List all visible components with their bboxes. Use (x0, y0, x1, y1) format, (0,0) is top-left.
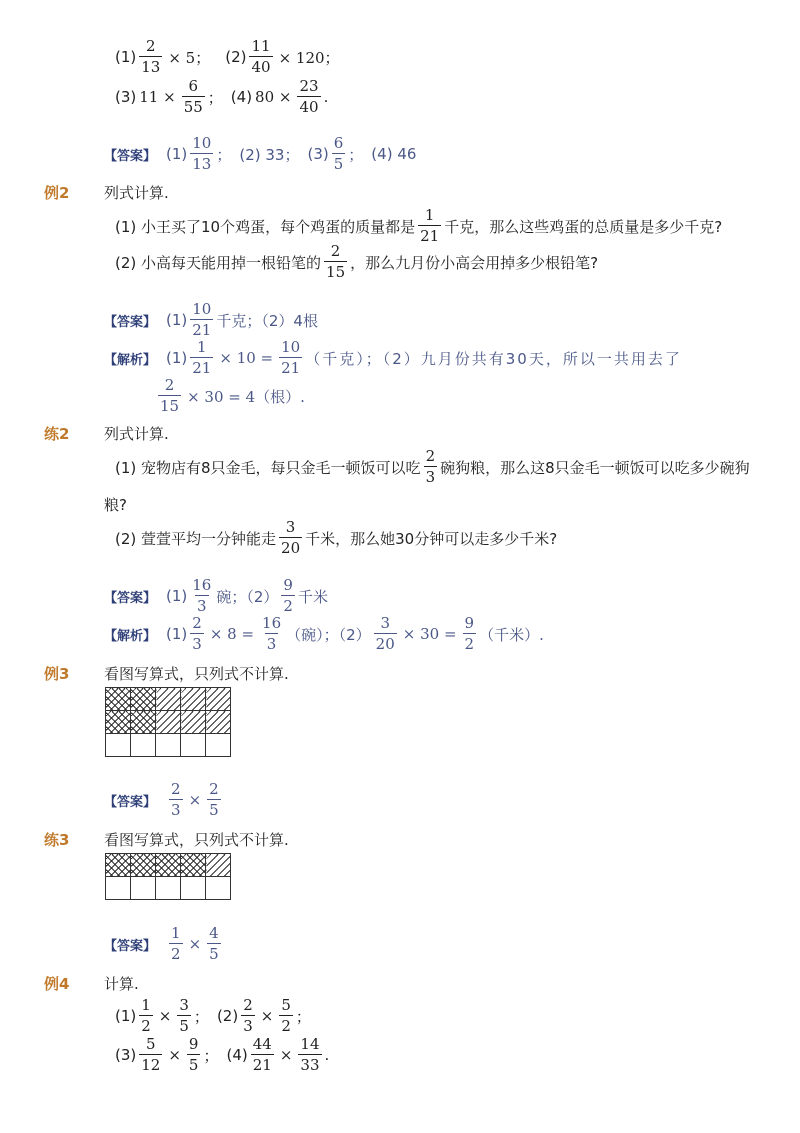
fraction (187, 1036, 201, 1075)
denominator: 21 (192, 321, 212, 340)
period: . (323, 88, 329, 107)
expression: × 120； (278, 48, 340, 67)
numerator: 9 (188, 1035, 199, 1053)
answer-label: 【答案】 (104, 148, 157, 164)
numerator: 11 (251, 37, 271, 55)
numerator: 4 (209, 924, 219, 942)
fraction-grid-figure (105, 853, 231, 900)
fraction (139, 1036, 162, 1075)
practice-title: 练3 (44, 831, 70, 849)
denominator: 21 (252, 1056, 272, 1075)
denominator: 21 (281, 359, 301, 378)
answer-row (104, 925, 224, 964)
item-label: (4) (226, 1046, 248, 1065)
numerator: 3 (179, 996, 189, 1014)
denominator: 21 (192, 359, 212, 378)
item-label: (3) (307, 145, 329, 164)
denominator: 2 (464, 635, 475, 654)
question-1-cont: 粮? (104, 496, 127, 514)
separator: ； (193, 1007, 209, 1026)
numerator: 23 (299, 77, 319, 95)
fraction (297, 78, 320, 117)
denominator: 5 (333, 155, 344, 174)
expression: × 5； (168, 48, 211, 67)
numerator: 10 (192, 134, 212, 152)
denominator: 3 (197, 597, 207, 616)
fraction (260, 615, 283, 654)
fraction (249, 38, 272, 77)
answer-text: (2) 33； (239, 145, 300, 164)
expression: 11 × (139, 88, 176, 107)
numerator: 9 (283, 576, 293, 594)
denominator: 5 (209, 801, 219, 820)
denominator: 3 (243, 1017, 253, 1036)
item-label: (1) (166, 625, 188, 644)
numerator: 1 (197, 338, 207, 356)
separator: ； (203, 1046, 219, 1065)
numerator: 2 (171, 780, 181, 798)
expression: 80 × (255, 88, 292, 107)
example-title: 例3 (44, 665, 70, 683)
fraction (332, 135, 346, 174)
example-title: 例4 (44, 975, 70, 993)
operator: × (188, 791, 202, 810)
operator: × (260, 1007, 274, 1026)
analysis-label: 【解析】 (104, 352, 157, 368)
fraction (298, 1036, 321, 1075)
example-prompt: 看图写算式，只列式不计算. (104, 665, 289, 683)
problem-row-2 (115, 78, 328, 117)
numerator: 16 (192, 576, 212, 594)
question-2 (115, 243, 598, 282)
numerator: 14 (300, 1035, 320, 1053)
numerator: 1 (171, 924, 181, 942)
numerator: 5 (146, 1035, 156, 1053)
denominator: 3 (425, 468, 436, 487)
denominator: 40 (299, 98, 319, 117)
fraction (279, 339, 302, 378)
denominator: 55 (183, 98, 203, 117)
denominator: 2 (141, 1017, 151, 1036)
numerator: 5 (281, 996, 291, 1014)
denominator: 20 (281, 539, 301, 558)
answer-label: 【答案】 (104, 938, 157, 954)
question-1 (115, 448, 750, 487)
fraction (169, 781, 183, 820)
item-label: (2) (216, 1007, 239, 1026)
question-text: 千米，那么她30分钟可以走多少千米? (305, 529, 558, 548)
operator: × (168, 1046, 181, 1065)
answer-text: 千米 (297, 587, 328, 606)
fraction (190, 615, 204, 654)
numerator: 2 (425, 447, 436, 465)
fraction (281, 577, 295, 616)
numerator: 44 (252, 1035, 272, 1053)
denominator: 2 (171, 945, 181, 964)
fraction (169, 925, 183, 964)
operator: × (158, 1007, 172, 1026)
fraction (139, 38, 162, 77)
fraction (190, 339, 213, 378)
fraction (177, 997, 191, 1036)
numerator: 3 (380, 614, 390, 632)
denominator: 3 (192, 635, 202, 654)
separator: ； (216, 145, 232, 164)
answer-row (104, 301, 318, 340)
fraction (207, 781, 221, 820)
fraction (279, 519, 302, 558)
denominator: 21 (420, 227, 440, 246)
example-prompt: 列式计算. (104, 184, 169, 202)
item-label: (1) (115, 48, 137, 67)
denominator: 3 (171, 801, 181, 820)
numerator: 6 (333, 134, 344, 152)
answer-label: 【答案】 (104, 794, 157, 810)
item-label: (1) (166, 349, 188, 368)
separator: ； (295, 1007, 311, 1026)
fraction (324, 243, 347, 282)
fraction (418, 207, 441, 246)
denominator: 3 (266, 635, 277, 654)
operator: × (188, 935, 202, 954)
denominator: 5 (188, 1056, 199, 1075)
question-text: ，那么九月份小高会用掉多少根铅笔? (350, 253, 599, 272)
numerator: 2 (330, 242, 341, 260)
numerator: 1 (424, 206, 435, 224)
fraction (207, 925, 221, 964)
practice-prompt: 列式计算. (104, 425, 169, 443)
fraction-grid-figure (105, 687, 231, 757)
fraction (190, 135, 213, 174)
item-label: (1) (166, 311, 188, 330)
expression: × 8 = (209, 625, 255, 644)
analysis-text: （千克）；（2）九月份共有30天，所以一共用去了 (305, 349, 682, 368)
denominator: 12 (141, 1056, 161, 1075)
question-text: (2) 小高每天能用掉一根铅笔的 (115, 253, 322, 272)
fraction (182, 78, 205, 117)
fraction (251, 1036, 274, 1075)
fraction (374, 615, 397, 654)
question-text: (1) 小王买了10个鸡蛋，每个鸡蛋的质量都是 (115, 217, 416, 236)
problem-row-1 (115, 997, 311, 1036)
expression: × 10 = (219, 349, 274, 368)
item-label: (3) (115, 88, 137, 107)
problem-row-2 (115, 1036, 329, 1075)
question-2 (115, 519, 557, 558)
separator: . (324, 1046, 330, 1065)
answer-text: 千克；（2）4根 (216, 311, 318, 330)
denominator: 5 (209, 945, 219, 964)
numerator: 3 (285, 518, 296, 536)
practice-prompt: 看图写算式，只列式不计算. (104, 831, 289, 849)
numerator: 10 (192, 300, 212, 318)
item-label: (3) (115, 1046, 137, 1065)
numerator: 16 (262, 614, 282, 632)
numerator: 2 (243, 996, 253, 1014)
answer-row (104, 781, 224, 820)
practice-title: 练2 (44, 425, 70, 443)
question-text: 碗狗粮，那么这8只金毛一顿饭可以吃多少碗狗 (440, 458, 750, 477)
denominator: 15 (160, 397, 180, 416)
analysis-text: （千米）. (479, 625, 544, 644)
numerator: 2 (146, 37, 156, 55)
item-label: (1) (115, 1007, 137, 1026)
item-label: (1) (166, 587, 188, 606)
numerator: 2 (192, 614, 202, 632)
item-label: (4) (230, 88, 253, 107)
operator: × (279, 1046, 293, 1065)
denominator: 2 (283, 597, 293, 616)
expression: × 30 = (402, 625, 457, 644)
fraction (158, 377, 181, 416)
numerator: 2 (209, 780, 219, 798)
separator: ； (207, 88, 223, 107)
denominator: 5 (179, 1017, 189, 1036)
fraction (190, 301, 213, 340)
denominator: 40 (251, 58, 271, 77)
item-label: (1) (166, 145, 188, 164)
example-title: 例2 (44, 184, 70, 202)
answer-text: 碗；（2） (216, 587, 279, 606)
answer-row (104, 135, 416, 174)
analysis-row (104, 615, 544, 654)
analysis-row (104, 339, 682, 378)
question-1 (115, 207, 722, 246)
analysis-text: （碗）；（2） (286, 625, 371, 644)
denominator: 2 (281, 1017, 291, 1036)
numerator: 1 (141, 996, 151, 1014)
fraction (190, 577, 213, 616)
question-text: (1) 宠物店有8只金毛，每只金毛一顿饭可以吃 (115, 458, 421, 477)
denominator: 33 (300, 1056, 320, 1075)
item-label: (2) (225, 48, 247, 67)
example-prompt: 计算. (104, 975, 139, 993)
problem-row-1 (115, 38, 343, 77)
answer-label: 【答案】 (104, 314, 157, 330)
answer-text: (4) 46 (371, 145, 417, 164)
separator: ； (348, 145, 364, 164)
answer-row (104, 577, 328, 616)
denominator: 13 (192, 155, 212, 174)
fraction (463, 615, 477, 654)
question-text: (2) 萱萱平均一分钟能走 (115, 529, 277, 548)
analysis-row-cont (155, 377, 308, 416)
fraction (424, 448, 438, 487)
question-text: 千克，那么这些鸡蛋的总质量是多少千克? (444, 217, 723, 236)
analysis-label: 【解析】 (104, 628, 157, 644)
fraction (279, 997, 293, 1036)
denominator: 20 (375, 635, 395, 654)
fraction (139, 997, 153, 1036)
expression: × 30 = 4（根）. (187, 387, 305, 406)
numerator: 9 (464, 614, 475, 632)
numerator: 10 (281, 338, 301, 356)
fraction (241, 997, 255, 1036)
numerator: 6 (188, 77, 198, 95)
denominator: 13 (141, 58, 161, 77)
denominator: 15 (326, 263, 346, 282)
numerator: 2 (164, 376, 175, 394)
answer-label: 【答案】 (104, 590, 157, 606)
